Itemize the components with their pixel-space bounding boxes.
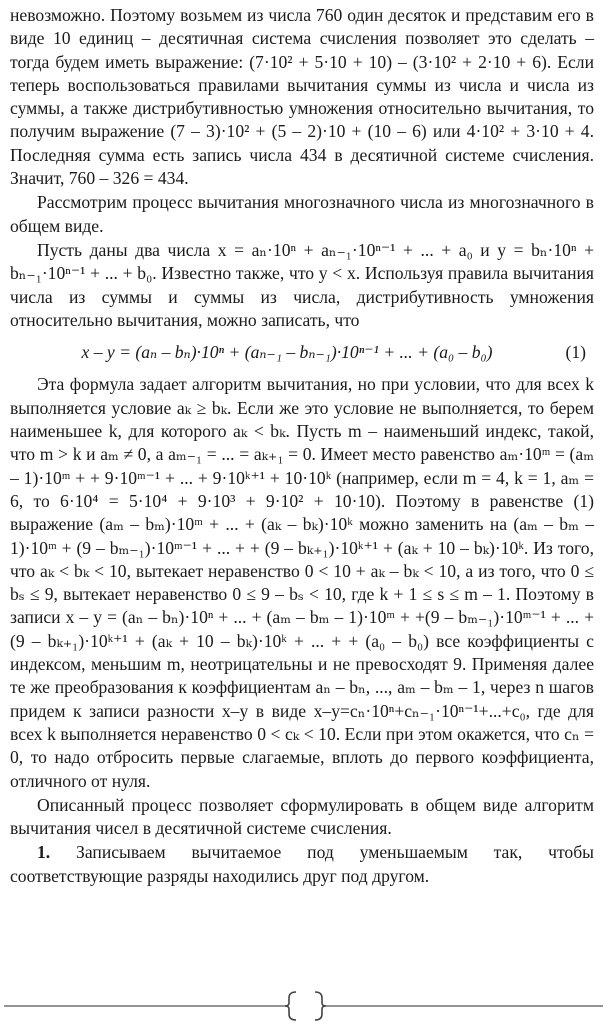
list-item-number: 1. bbox=[37, 842, 51, 863]
formula-expression: x – y = (aₙ – bₙ)·10ⁿ + (aₙ₋₁ – bₙ₋₁)·10ⁿ⁻¹ + ... + (a₀ – b₀) bbox=[81, 342, 493, 363]
formula-1 bbox=[10, 341, 594, 364]
list-item-text: Записываем вычитаемое под уменьшаемым так, чтобы соответствующие разряды находились друг под другом. bbox=[10, 842, 594, 886]
paragraph-1: невозможно. Поэтому возьмем из числа 760 один десяток и представим его в виде 10 единиц – десятичная система счисления позволяет это сделать – тогда будем иметь выражение: (7·10² + 5·10 + 10) – (3·10² + 2·10 + 6). Если теперь воспользоваться правилами вычитания суммы из числа и числа из суммы, а также дистрибутивностью умножения относительно вычитания, то получим выражение (7 – 3)·10² + (5 – 2)·10 + (10 – 6) или 4·10² + 3·10 + 4. Последняя сумма есть запись числа 434 в десятичной системе счисления. Значит, 760 – 326 = 434. bbox=[10, 5, 594, 189]
paragraph-3: Пусть даны два числа x = aₙ·10ⁿ + aₙ₋₁·10ⁿ⁻¹ + ... + a₀ и y = bₙ·10ⁿ + bₙ₋₁·10ⁿ⁻¹ + ... + b₀. Известно также, что y < x. Используя правила вычитания числа из суммы и суммы из числа, дистрибутивность умножения относительно вычитания, можно записать, что bbox=[10, 239, 594, 330]
page-bracket-ornament-icon bbox=[0, 986, 607, 1026]
paragraph-4: Эта формула задает алгоритм вычитания, но при условии, что для всех k выполняется условие aₖ ≥ bₖ. Если же это условие не выполняется, то берем наименьшее k, для которого aₖ < bₖ. Пусть m – наименьший индекс, такой, что m > k и aₘ ≠ 0, а aₘ₋₁ = ... = aₖ₊₁ = 0. Имеет место равенство aₘ·10ᵐ = (aₘ – 1)·10ᵐ + + 9·10ᵐ⁻¹ + ... + 9·10ᵏ⁺¹ + 10·10ᵏ (например, если m = 4, k = 1, aₘ = 6, то 6·10⁴ = 5·10⁴ + 9·10³ + 9·10² + 10·10). Поэтому в равенстве (1) выражение (aₘ – bₘ)·10ᵐ + ... + (aₖ – bₖ)·10ᵏ можно заменить на (aₘ – bₘ – 1)·10ᵐ + (9 – bₘ₋₁)·10ᵐ⁻¹ + ... + + (9 – bₖ₊₁)·10ᵏ⁺¹ + (aₖ + 10 – bₖ)·10ᵏ. Из того, что aₖ < bₖ < 10, вытекает неравенство 0 < 10 + aₖ – bₖ < 10, а из того, что 0 ≤ bₛ ≤ 9, вытекает неравенство 0 ≤ 9 – bₛ < 10, где k + 1 ≤ s ≤ m – 1. Поэтому в записи x – y = (aₙ – bₙ)·10ⁿ + ... + (aₘ – bₘ – 1)·10ᵐ + +(9 – bₘ₋₁)·10ᵐ⁻¹ + ... +(9 – bₖ₊₁)·10ᵏ⁺¹ + (aₖ + 10 – bₖ)·10ᵏ + ... + + (a₀ – b₀) все коэффициенты с индексом, меньшим m, неотрицательны и не превосходят 9. Применяя далее те же преобразования к коэффициентам aₙ – bₙ, ..., aₘ – bₘ – 1, через n шагов придем к записи разности x–y в виде x–y=cₙ·10ⁿ+cₙ₋₁·10ⁿ⁻¹+...+c₀, где для всех k выполняется неравенство 0 < cₖ < 10. Если при этом окажется, что cₙ = 0, то надо отбросить первые слагаемые, вплоть до первого коэффициента, отличного от нуля. bbox=[10, 374, 594, 791]
page-footer bbox=[0, 986, 607, 1026]
formula-number: (1) bbox=[565, 342, 586, 363]
page-text bbox=[10, 4, 594, 888]
list-item-1 bbox=[10, 841, 594, 888]
paragraph-5: Описанный процесс позволяет сформулировать в общем виде алгоритм вычитания чисел в десятичной системе счисления. bbox=[10, 794, 594, 839]
paragraph-2: Рассмотрим процесс вычитания многозначного числа из многозначного в общем виде. bbox=[10, 192, 594, 236]
